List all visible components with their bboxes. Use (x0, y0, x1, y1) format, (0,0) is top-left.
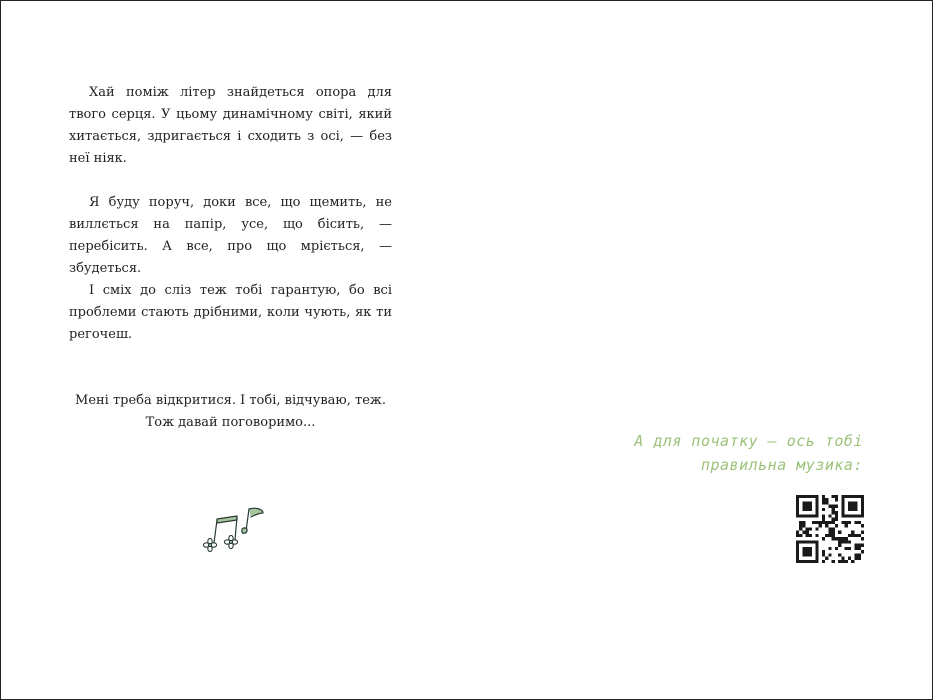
qr-module (802, 531, 805, 534)
qr-module (815, 501, 818, 504)
qr-module (828, 553, 831, 556)
qr-module (796, 560, 799, 563)
qr-module (851, 495, 854, 498)
qr-module (832, 531, 835, 534)
music-notes-icon (197, 505, 269, 553)
qr-module (815, 557, 818, 560)
qr-module (861, 511, 864, 514)
qr-module (841, 498, 844, 501)
qr-module (838, 544, 841, 547)
qr-module (832, 534, 835, 537)
qr-module (825, 521, 828, 524)
qr-module (841, 495, 844, 498)
qr-module (854, 514, 857, 517)
qr-module (841, 514, 844, 517)
qr-module (796, 495, 799, 498)
qr-module (835, 518, 838, 521)
qr-module (802, 505, 805, 508)
qr-module (858, 553, 861, 556)
qr-module (845, 547, 848, 550)
qr-module (815, 521, 818, 524)
qr-module (851, 534, 854, 537)
qr-module (848, 508, 851, 511)
qr-module (796, 540, 799, 543)
qr-module (815, 547, 818, 550)
qr-module (825, 557, 828, 560)
qr-module (812, 540, 815, 543)
qr-module (815, 540, 818, 543)
qr-module (858, 534, 861, 537)
qr-module (854, 501, 857, 504)
qr-module (845, 524, 848, 527)
qr-module (841, 501, 844, 504)
left-page-text (69, 82, 392, 434)
qr-module (802, 521, 805, 524)
qr-module (841, 540, 844, 543)
qr-module (858, 547, 861, 550)
qr-module (796, 505, 799, 508)
qr-module (845, 514, 848, 517)
qr-module (825, 524, 828, 527)
qr-module (802, 501, 805, 504)
qr-module (854, 557, 857, 560)
qr-module (815, 544, 818, 547)
qr-module (838, 537, 841, 540)
qr-module (799, 560, 802, 563)
qr-module (806, 540, 809, 543)
qr-module (815, 550, 818, 553)
qr-module (812, 521, 815, 524)
qr-module (841, 537, 844, 540)
qr-module (858, 495, 861, 498)
qr-module (812, 495, 815, 498)
qr-module (825, 498, 828, 501)
qr-module (809, 495, 812, 498)
qr-module (845, 495, 848, 498)
qr-module (848, 495, 851, 498)
qr-module (848, 521, 851, 524)
qr-module (806, 547, 809, 550)
qr-module (835, 498, 838, 501)
qr-module (835, 505, 838, 508)
qr-module (838, 540, 841, 543)
qr-module (796, 550, 799, 553)
qr-module (832, 518, 835, 521)
qr-module (806, 505, 809, 508)
qr-module (799, 521, 802, 524)
music-callout (563, 429, 863, 477)
qr-module (848, 557, 851, 560)
qr-module (854, 495, 857, 498)
qr-module (802, 540, 805, 543)
qr-module (832, 495, 835, 498)
qr-module (854, 534, 857, 537)
qr-module (832, 521, 835, 524)
qr-module (854, 521, 857, 524)
qr-module (822, 553, 825, 556)
qr-module (796, 531, 799, 534)
qr-module (822, 560, 825, 563)
qr-module (796, 534, 799, 537)
qr-module (861, 544, 864, 547)
qr-module (819, 524, 822, 527)
qr-module (809, 505, 812, 508)
qr-module (848, 534, 851, 537)
qr-module (858, 521, 861, 524)
qr-module (815, 553, 818, 556)
callout-line-2: правильна музика: (700, 456, 863, 474)
qr-module (815, 534, 818, 537)
qr-module (861, 514, 864, 517)
qr-module (815, 560, 818, 563)
paragraph-2: Я буду поруч, доки все, що щемить, не виллється на папір, усе, що бісить, — перебісить. А все, про що мріється, — збудеться. (69, 195, 392, 276)
qr-module (841, 521, 844, 524)
qr-module (825, 501, 828, 504)
qr-module (861, 498, 864, 501)
qr-module (854, 553, 857, 556)
paragraph-1: Хай поміж літер знайдеться опора для твого серця. У цьому динамічному світі, який хитається, здригається і сходить з осі, — без неї ніяк. (69, 85, 392, 166)
qr-module (828, 521, 831, 524)
qr-module (806, 531, 809, 534)
qr-module (819, 521, 822, 524)
qr-module (822, 501, 825, 504)
qr-module (806, 560, 809, 563)
qr-module (854, 544, 857, 547)
qr-module (796, 547, 799, 550)
qr-module (806, 553, 809, 556)
qr-module (809, 550, 812, 553)
qr-module (838, 531, 841, 534)
qr-module (832, 511, 835, 514)
qr-module (806, 534, 809, 537)
qr-module (861, 550, 864, 553)
qr-module (799, 540, 802, 543)
qr-module (815, 514, 818, 517)
qr-module (861, 505, 864, 508)
qr-module (822, 521, 825, 524)
qr-module (845, 560, 848, 563)
qr-module (851, 514, 854, 517)
qr-module (845, 537, 848, 540)
qr-module (841, 560, 844, 563)
qr-module (861, 537, 864, 540)
qr-module (828, 547, 831, 550)
qr-module (822, 537, 825, 540)
qr-module (828, 527, 831, 530)
qr-module (861, 531, 864, 534)
qr-module (809, 553, 812, 556)
qr-module (796, 508, 799, 511)
qr-module (796, 553, 799, 556)
qr-module (802, 514, 805, 517)
qr-module (828, 534, 831, 537)
qr-module (848, 547, 851, 550)
qr-module (841, 511, 844, 514)
qr-module (838, 553, 841, 556)
qr-module (815, 505, 818, 508)
qr-module (851, 531, 854, 534)
qr-module (832, 505, 835, 508)
qr-module (802, 524, 805, 527)
qr-module (815, 495, 818, 498)
qr-module (809, 501, 812, 504)
qr-module (841, 508, 844, 511)
qr-module (796, 514, 799, 517)
qr-module (806, 508, 809, 511)
qr-module (861, 501, 864, 504)
qr-module (858, 514, 861, 517)
qr-module (832, 560, 835, 563)
qr-module (848, 540, 851, 543)
qr-module (806, 501, 809, 504)
qr-module (828, 531, 831, 534)
qr-module (861, 495, 864, 498)
qr-module (806, 527, 809, 530)
qr-module (809, 508, 812, 511)
qr-module (835, 514, 838, 517)
qr-module (854, 505, 857, 508)
paragraph-3: І сміх до сліз теж тобі гарантую, бо всі проблеми стають дрібними, коли чують, як ти регочеш. (69, 283, 392, 342)
qr-module (796, 511, 799, 514)
qr-module (809, 540, 812, 543)
qr-module (835, 524, 838, 527)
qr-module (806, 495, 809, 498)
qr-module (845, 521, 848, 524)
qr-module (799, 524, 802, 527)
qr-module (848, 501, 851, 504)
qr-module (861, 524, 864, 527)
qr-module (822, 498, 825, 501)
qr-module (841, 505, 844, 508)
qr-module (802, 550, 805, 553)
qr-module (848, 505, 851, 508)
qr-module (799, 514, 802, 517)
qr-module (832, 537, 835, 540)
qr-module (841, 557, 844, 560)
qr-module (802, 495, 805, 498)
qr-module (815, 508, 818, 511)
qr-module (854, 508, 857, 511)
qr-module (802, 508, 805, 511)
qr-module (796, 501, 799, 504)
qr-module (825, 534, 828, 537)
qr-module (835, 495, 838, 498)
qr-module (851, 560, 854, 563)
qr-module (832, 508, 835, 511)
qr-module (851, 501, 854, 504)
qr-module (822, 495, 825, 498)
qr-module (809, 514, 812, 517)
qr-module (835, 547, 838, 550)
qr-module (796, 498, 799, 501)
qr-module (822, 514, 825, 517)
qr-module (812, 560, 815, 563)
qr-module (809, 547, 812, 550)
qr-module (806, 514, 809, 517)
qr-module (832, 527, 835, 530)
qr-module (815, 511, 818, 514)
qr-module (815, 498, 818, 501)
qr-module (796, 544, 799, 547)
qr-module (835, 537, 838, 540)
qr-module (809, 527, 812, 530)
qr-module (799, 534, 802, 537)
callout-line-1: А для початку — ось тобі (634, 432, 863, 450)
qr-module (806, 550, 809, 553)
qr-module (851, 505, 854, 508)
qr-module (851, 508, 854, 511)
qr-module (848, 514, 851, 517)
qr-module (809, 534, 812, 537)
qr-module (828, 505, 831, 508)
qr-module (822, 550, 825, 553)
qr-module (858, 557, 861, 560)
qr-module (861, 508, 864, 511)
qr-module (809, 560, 812, 563)
qr-module (799, 527, 802, 530)
qr-module (835, 511, 838, 514)
qr-module (799, 495, 802, 498)
qr-module (796, 557, 799, 560)
qr-module (854, 547, 857, 550)
qr-module (858, 544, 861, 547)
qr-module (802, 553, 805, 556)
qr-module (822, 508, 825, 511)
qr-module (815, 527, 818, 530)
qr-module (845, 540, 848, 543)
closing-line-2: Тож давай поговоримо... (145, 415, 316, 430)
closing-line-1: Мені треба відкритися. І тобі, відчуваю, теж. (75, 393, 386, 408)
qr-module (802, 560, 805, 563)
qr-module (802, 547, 805, 550)
qr-module (812, 514, 815, 517)
qr-module (828, 514, 831, 517)
qr-module (838, 560, 841, 563)
qr-module (822, 518, 825, 521)
qr-code-icon[interactable] (796, 495, 864, 563)
